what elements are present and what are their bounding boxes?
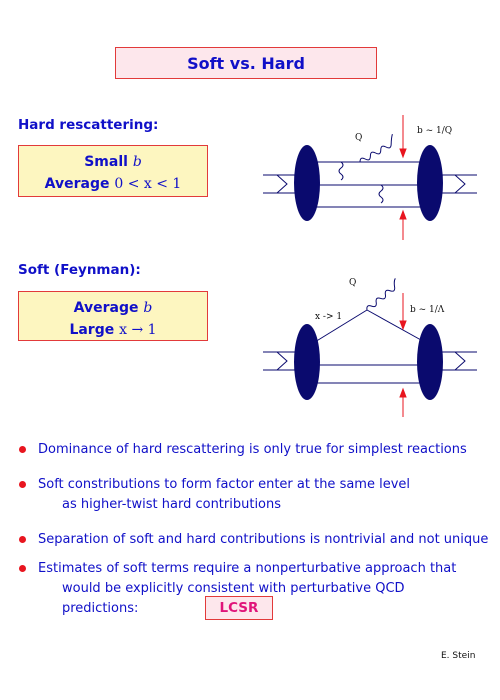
bullet-dot-2	[19, 481, 26, 488]
soft-left-blob	[294, 324, 320, 400]
bullet-4-line-1: Estimates of soft terms require a nonperturbative approach that	[38, 561, 457, 576]
bullet-4-line-3: predictions:	[62, 601, 139, 616]
hard-left-blob	[294, 145, 320, 221]
soft-summary-box	[18, 291, 208, 341]
hard-line-1	[19, 151, 207, 173]
hard-line-2-math: 0 < x < 1	[114, 176, 182, 192]
hard-q-label: Q	[355, 133, 363, 143]
lcsr-label: LCSR	[219, 600, 259, 616]
hard-right-blob	[417, 145, 443, 221]
author-footer: E. Stein	[441, 651, 476, 661]
soft-line-2	[19, 319, 207, 341]
bullet-dot-1	[19, 446, 26, 453]
hard-heading: Hard rescattering:	[18, 117, 159, 133]
soft-line-1-word: Average	[73, 300, 139, 316]
gluon-right	[379, 185, 383, 203]
hard-summary-box	[18, 145, 208, 197]
soft-q-label: Q	[349, 278, 357, 288]
hard-line-1-word: Small	[84, 154, 128, 170]
bullet-2-line-2: as higher-twist hard contributions	[62, 497, 282, 512]
hard-b-arrows	[400, 115, 406, 240]
hard-internal-lines	[310, 162, 430, 207]
soft-line-1	[19, 297, 207, 319]
soft-x-label: x -> 1	[315, 312, 343, 322]
bullet-dot-4	[19, 565, 26, 572]
soft-photon-line	[363, 278, 401, 312]
soft-line-1-math: b	[143, 300, 153, 316]
soft-b-label: b ~ 1/Λ	[410, 305, 445, 315]
hard-b-label: b ~ 1/Q	[417, 126, 453, 136]
hard-line-2	[19, 173, 207, 195]
bullet-4-line-2: would be explicitly consistent with perturbative QCD	[62, 581, 405, 596]
lcsr-box	[205, 596, 273, 620]
bullet-dot-3	[19, 536, 26, 543]
soft-heading: Soft (Feynman):	[18, 262, 141, 278]
hard-line-1-math: b	[132, 154, 142, 170]
hard-line-2-word: Average	[44, 176, 110, 192]
soft-right-blob	[417, 324, 443, 400]
bullet-3-line-1: Separation of soft and hard contributions is nontrivial and not unique	[38, 532, 489, 547]
soft-line-2-word: Large	[69, 322, 115, 338]
gluon-left	[339, 162, 343, 180]
hard-rescattering-diagram	[255, 105, 485, 245]
bullet-2-line-1: Soft constributions to form factor enter at the same level	[38, 477, 411, 492]
soft-b-arrows	[400, 293, 406, 417]
soft-line-2-math: x → 1	[119, 322, 157, 338]
title-box	[115, 47, 377, 79]
soft-feynman-diagram	[255, 265, 485, 425]
page-title: Soft vs. Hard	[187, 53, 305, 73]
bullet-2	[38, 475, 410, 515]
bullet-1	[38, 440, 467, 460]
bullet-1-line-1: Dominance of hard rescattering is only true for simplest reactions	[38, 442, 467, 457]
bullet-3	[38, 530, 488, 550]
